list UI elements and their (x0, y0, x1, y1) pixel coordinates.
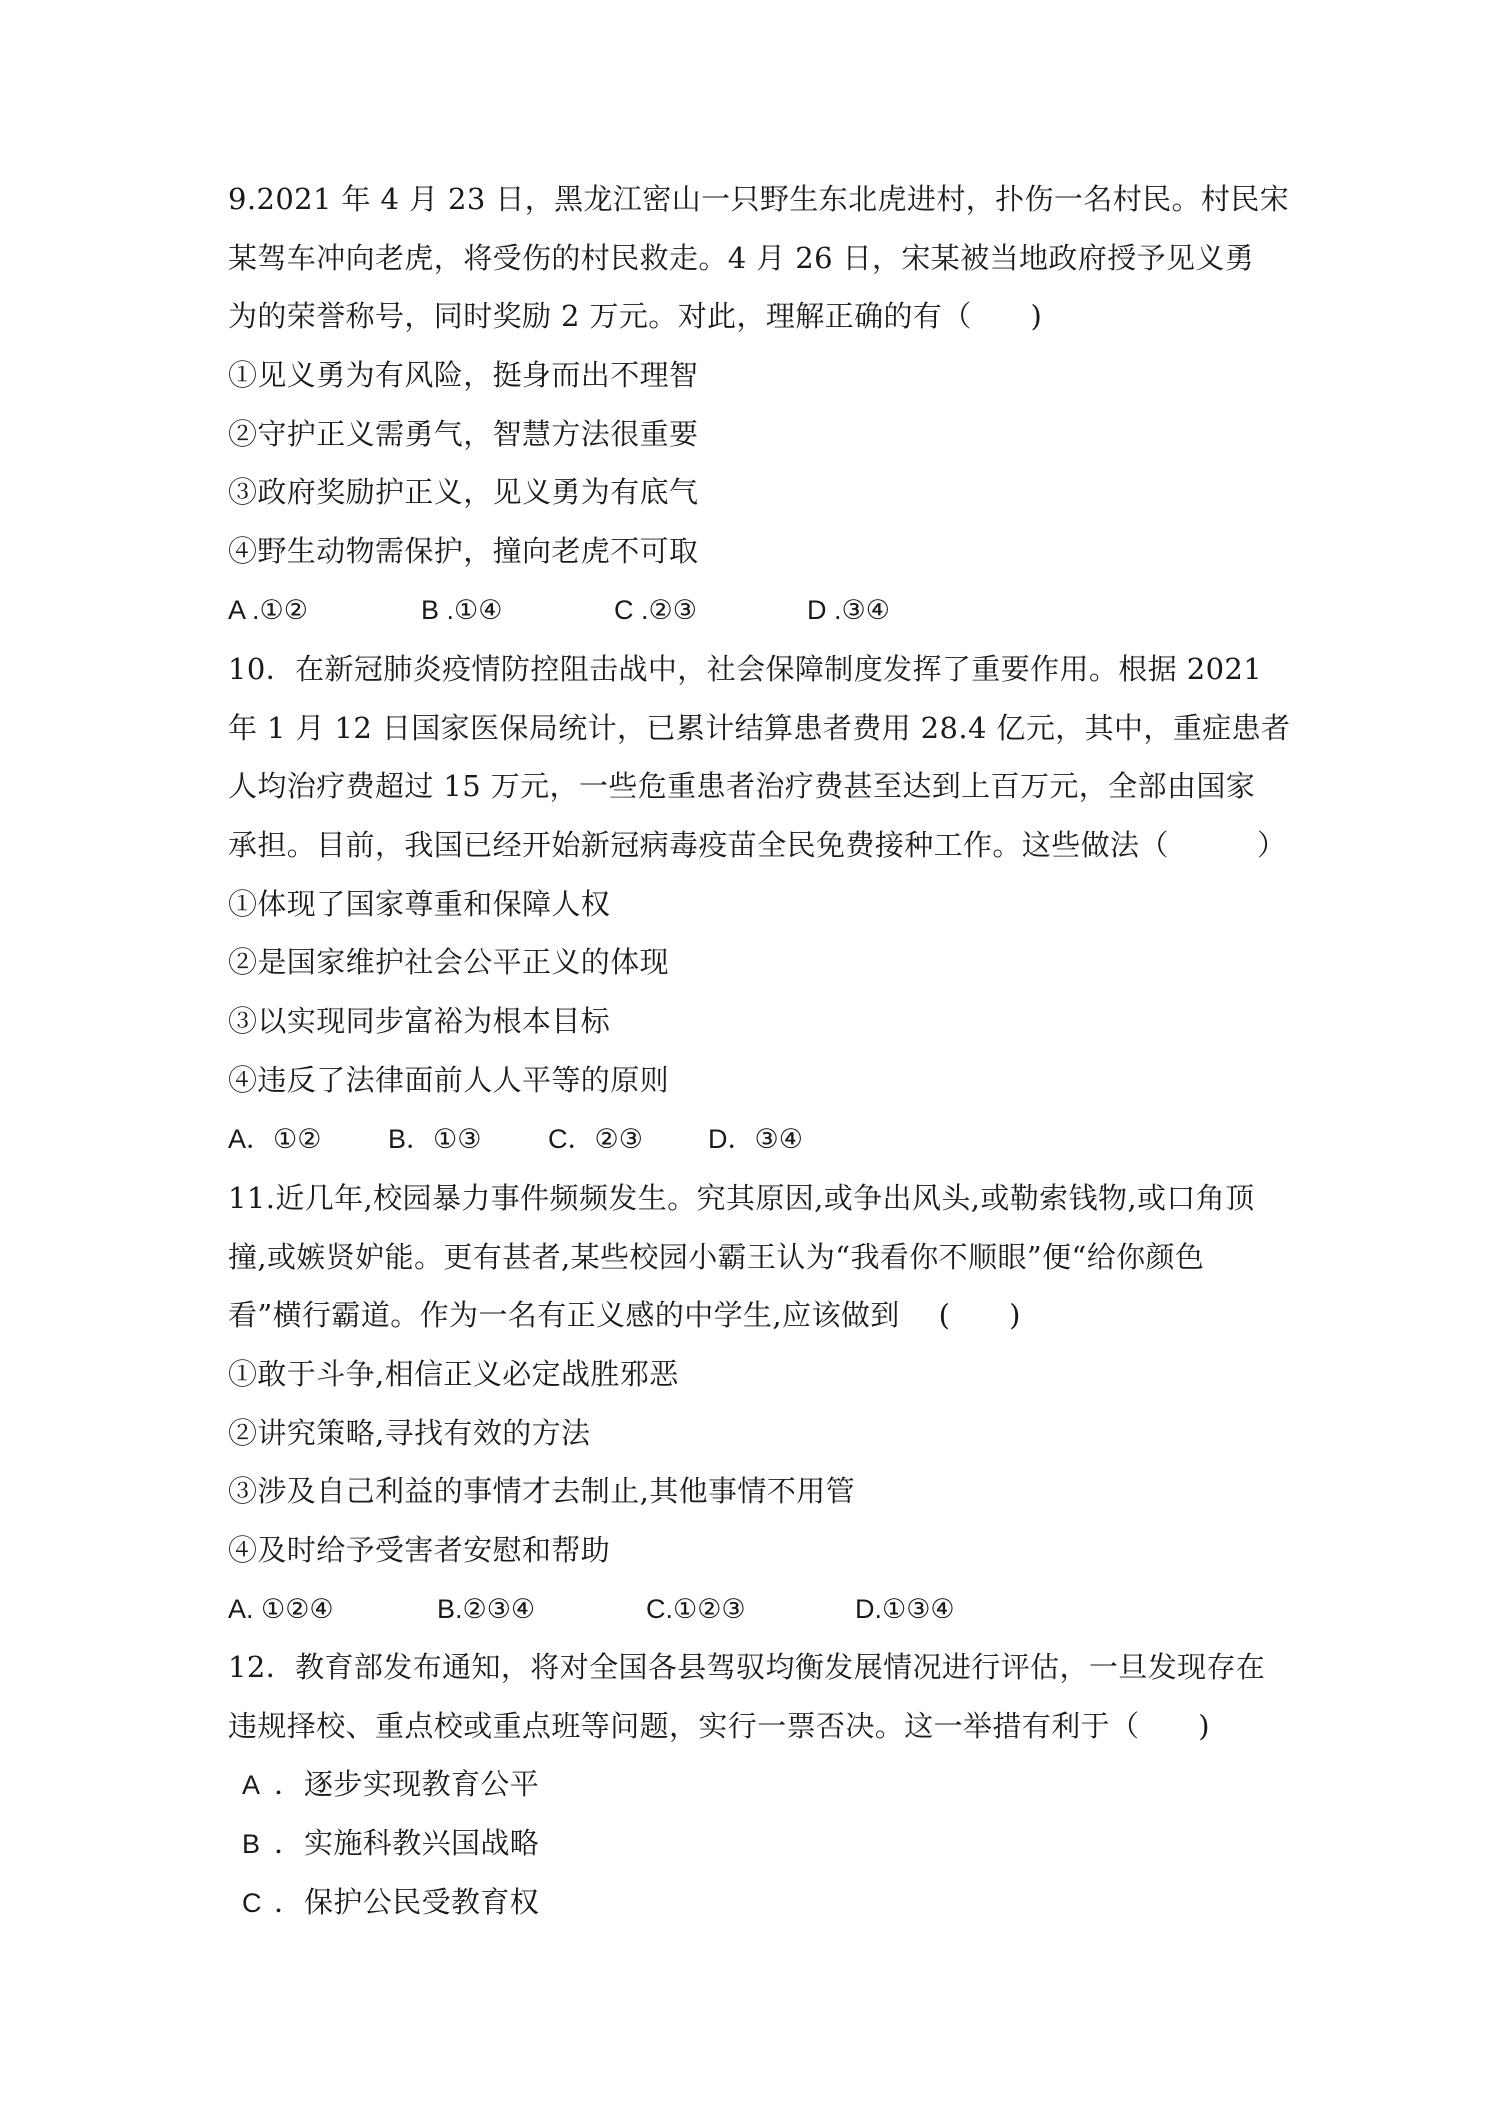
question-stem-line: 看”横行霸道。作为一名有正义感的中学生,应该做到 ( ) (228, 1298, 1021, 1333)
statement-item: ④违反了法律面前人人平等的原则 (228, 1062, 670, 1097)
question-stem-line: 12．教育部发布通知，将对全国各县驾驭均衡发展情况进行评估，一旦发现存在 (228, 1650, 1266, 1684)
statement-item: ②守护正义需勇气，智慧方法很重要 (228, 416, 699, 451)
answer-option-c: C．②③ (548, 1123, 643, 1154)
question-stem-line: 某驾车冲向老虎，将受伤的村民救走。4 月 26 日，宋某被当地政府授予见义勇 (228, 240, 1255, 275)
statement-item: ③以实现同步富裕为根本目标 (228, 1004, 611, 1039)
answer-option-d: D .③④ (807, 594, 890, 625)
answer-option-a: A．①② (228, 1123, 322, 1154)
question-stem-line: 违规择校、重点校或重点班等问题，实行一票否决。这一举措有利于（ ) (228, 1708, 1210, 1743)
statement-item: ④野生动物需保护，撞向老虎不可取 (228, 534, 699, 569)
answer-option-d: D.①③④ (855, 1593, 955, 1624)
statement-item: ②讲究策略,寻找有效的方法 (228, 1415, 591, 1450)
question-stem-line: 年 1 月 12 日国家医保局统计，已累计结算患者费用 28.4 亿元，其中，重症患者 (228, 710, 1291, 745)
answer-option-b (228, 1814, 1278, 1873)
question-stem-line: 撞,或嫉贤妒能。更有甚者,某些校园小霸王认为“我看你不顺眼”便“给你颜色 (228, 1239, 1205, 1274)
answer-option-a: A .①② (228, 594, 308, 625)
question-9 (228, 170, 1290, 640)
question-stem-line: 11.近几年,校园暴力事件频频发生。究其原因,或争出风头,或勒索钱物,或口角顶 (228, 1181, 1255, 1215)
option-text: 保护公民受教育权 (304, 1884, 540, 1919)
option-text: 逐步实现教育公平 (304, 1767, 540, 1802)
option-separator: ． (274, 1828, 304, 1861)
statement-item: ③政府奖励护正义，见义勇为有底气 (228, 475, 699, 510)
answer-option-b: B．①③ (388, 1123, 482, 1154)
answer-option-c (228, 1873, 1278, 1932)
answer-option-a (228, 1755, 1278, 1814)
option-text: 实施科教兴国战略 (304, 1826, 540, 1861)
option-letter: B (242, 1829, 261, 1860)
statement-item: ①敢于斗争,相信正义必定战胜邪恶 (228, 1357, 679, 1392)
answer-option-c: C.①②③ (646, 1593, 746, 1624)
answer-option-d: D．③④ (708, 1123, 803, 1154)
option-separator: ． (274, 1769, 304, 1802)
option-letter: A (242, 1770, 261, 1801)
answer-option-b: B .①④ (421, 594, 503, 625)
answer-options (228, 1580, 1278, 1639)
question-stem-line: 人均治疗费超过 15 万元，一些危重患者治疗费甚至达到上百万元，全部由国家 (228, 769, 1256, 804)
question-12 (228, 1638, 1278, 1931)
answer-options (228, 581, 1278, 640)
question-stem-line: 10．在新冠肺炎疫情防控阻击战中，社会保障制度发挥了重要作用。根据 2021 (228, 652, 1263, 686)
question-10 (228, 640, 1291, 1168)
question-stem-line: 为的荣誉称号，同时奖励 2 万元。对此，理解正确的有（ ) (228, 299, 1043, 334)
answer-option-a: A. ①②④ (228, 1593, 334, 1624)
question-stem-line: 9.2021 年 4 月 23 日，黑龙江密山一只野生东北虎进村，扑伤一名村民。村民宋 (228, 182, 1290, 216)
option-letter: C (242, 1887, 262, 1918)
statement-item: ①见义勇为有风险，挺身而出不理智 (228, 358, 699, 393)
statement-item: ③涉及自己利益的事情才去制止,其他事情不用管 (228, 1474, 856, 1509)
question-stem-line: 承担。目前，我国已经开始新冠病毒疫苗全民免费接种工作。这些做法（ ） (228, 828, 1287, 863)
answer-option-b: B.②③④ (437, 1593, 536, 1624)
answer-option-c: C .②③ (614, 594, 697, 625)
question-11 (228, 1169, 1278, 1639)
answer-options (228, 1110, 1278, 1169)
statement-item: ②是国家维护社会公平正义的体现 (228, 945, 670, 980)
option-separator: ． (274, 1886, 304, 1919)
statement-item: ④及时给予受害者安慰和帮助 (228, 1533, 611, 1568)
statement-item: ①体现了国家尊重和保障人权 (228, 886, 611, 921)
